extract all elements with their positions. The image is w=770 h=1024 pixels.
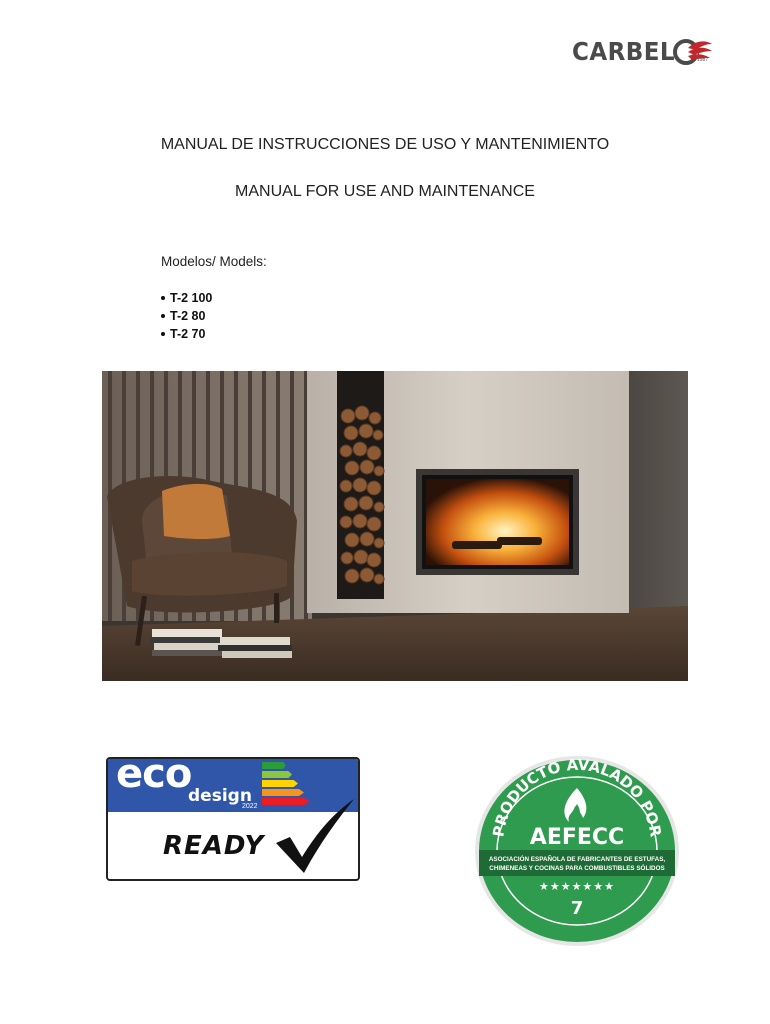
carbel-logo — [572, 34, 714, 72]
model-name: T-2 70 — [170, 327, 206, 341]
seal-name: AEFECC — [529, 825, 625, 850]
flame-swirl-icon — [672, 34, 714, 70]
models-list — [160, 289, 212, 343]
bullet-icon — [161, 296, 165, 300]
seal-line-2: CHIMENEAS Y COCINAS PARA COMBUSTIBLES SÓLIDOS — [489, 865, 665, 872]
aefecc-seal — [473, 754, 681, 948]
model-name: T-2 100 — [170, 291, 213, 305]
list-item — [160, 307, 212, 325]
seal-rating: 7 — [570, 898, 584, 919]
eco-design-word: design — [188, 786, 252, 806]
seal-stars: ★★★★★★★ — [538, 880, 616, 893]
fireplace-room-photo — [102, 371, 688, 681]
ecodesign-ready-badge — [106, 757, 360, 881]
checkmark-icon — [268, 797, 358, 877]
list-item — [160, 325, 212, 343]
bullet-icon — [161, 332, 165, 336]
eco-ready-text: READY — [163, 831, 265, 861]
seal-arc-text: PRODUCTO AVALADO POR — [489, 755, 665, 839]
title-spanish: MANUAL DE INSTRUCCIONES DE USO Y MANTENIMIENTO — [160, 136, 610, 153]
brand-name: CARBEL — [572, 37, 676, 66]
eco-year: 2022 — [242, 803, 258, 810]
bullet-icon — [161, 314, 165, 318]
eco-word: eco — [116, 757, 192, 797]
title-english: MANUAL FOR USE AND MAINTENANCE — [235, 183, 535, 200]
model-name: T-2 80 — [170, 309, 206, 323]
seal-line-1: ASOCIACIÓN ESPAÑOLA DE FABRICANTES DE ESTUFAS, — [488, 856, 666, 863]
brand-since: 1987 — [697, 57, 709, 63]
models-label: Modelos/ Models: — [161, 254, 267, 269]
list-item — [160, 289, 212, 307]
